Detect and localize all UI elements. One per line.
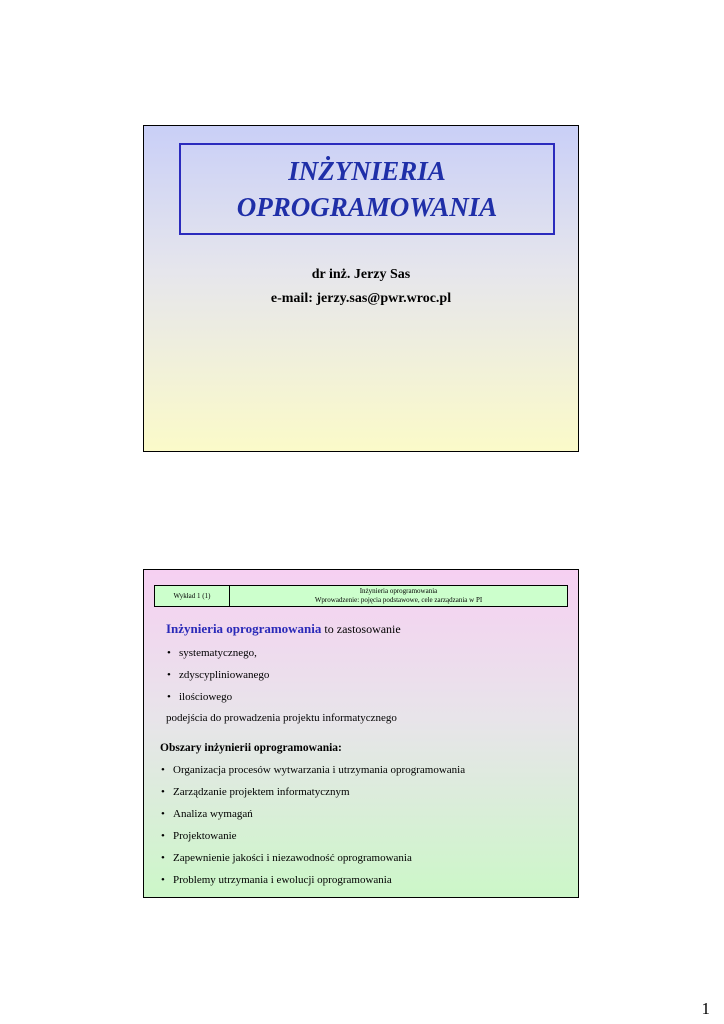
title-slide: [143, 125, 579, 452]
definition-term: Inżynieria oprogramowania: [166, 621, 322, 636]
list-item: • Analiza wymagań: [160, 808, 465, 830]
definition-line: [166, 621, 401, 637]
list-item: • Zapewnienie jakości i niezawodność oprogramowania: [160, 852, 465, 874]
lecture-number: Wykład 1 (1): [155, 586, 230, 606]
list-item: • Problemy utrzymania i ewolucji oprogramowania: [160, 874, 465, 896]
definition-rest: to zastosowanie: [321, 622, 401, 636]
approach-list: [166, 647, 269, 713]
slide-title-line-2: OPROGRAMOWANIA: [236, 192, 498, 222]
author-name: dr inż. Jerzy Sas: [311, 267, 411, 282]
list-item: • systematycznego,: [166, 647, 269, 669]
content-slide: [143, 569, 579, 898]
list-item: • Projektowanie: [160, 830, 465, 852]
slide-title-line-1: INŻYNIERIA: [288, 156, 446, 186]
author-email: e-mail: jerzy.sas@pwr.wroc.pl: [270, 291, 452, 306]
list-item: • Organizacja procesów wytwarzania i utrzymania oprogramowania: [160, 764, 465, 786]
definition-tail: podejścia do prowadzenia projektu informatycznego: [166, 712, 397, 724]
header-subtitle: Wprowadzenie: pojęcia podstawowe, cele zarządzania w PI: [314, 596, 483, 604]
areas-list: [160, 764, 465, 896]
page-number: 1: [701, 999, 710, 1018]
areas-title: Obszary inżynierii oprogramowania:: [160, 742, 342, 754]
list-item: • ilościowego: [166, 691, 269, 713]
header-course: Inżynieria oprogramowania: [359, 587, 438, 595]
header-topic: [230, 586, 567, 606]
list-item: • Zarządzanie projektem informatycznym: [160, 786, 465, 808]
slide-header: [154, 585, 568, 607]
title-box: [179, 143, 555, 235]
list-item: • zdyscypliniowanego: [166, 669, 269, 691]
